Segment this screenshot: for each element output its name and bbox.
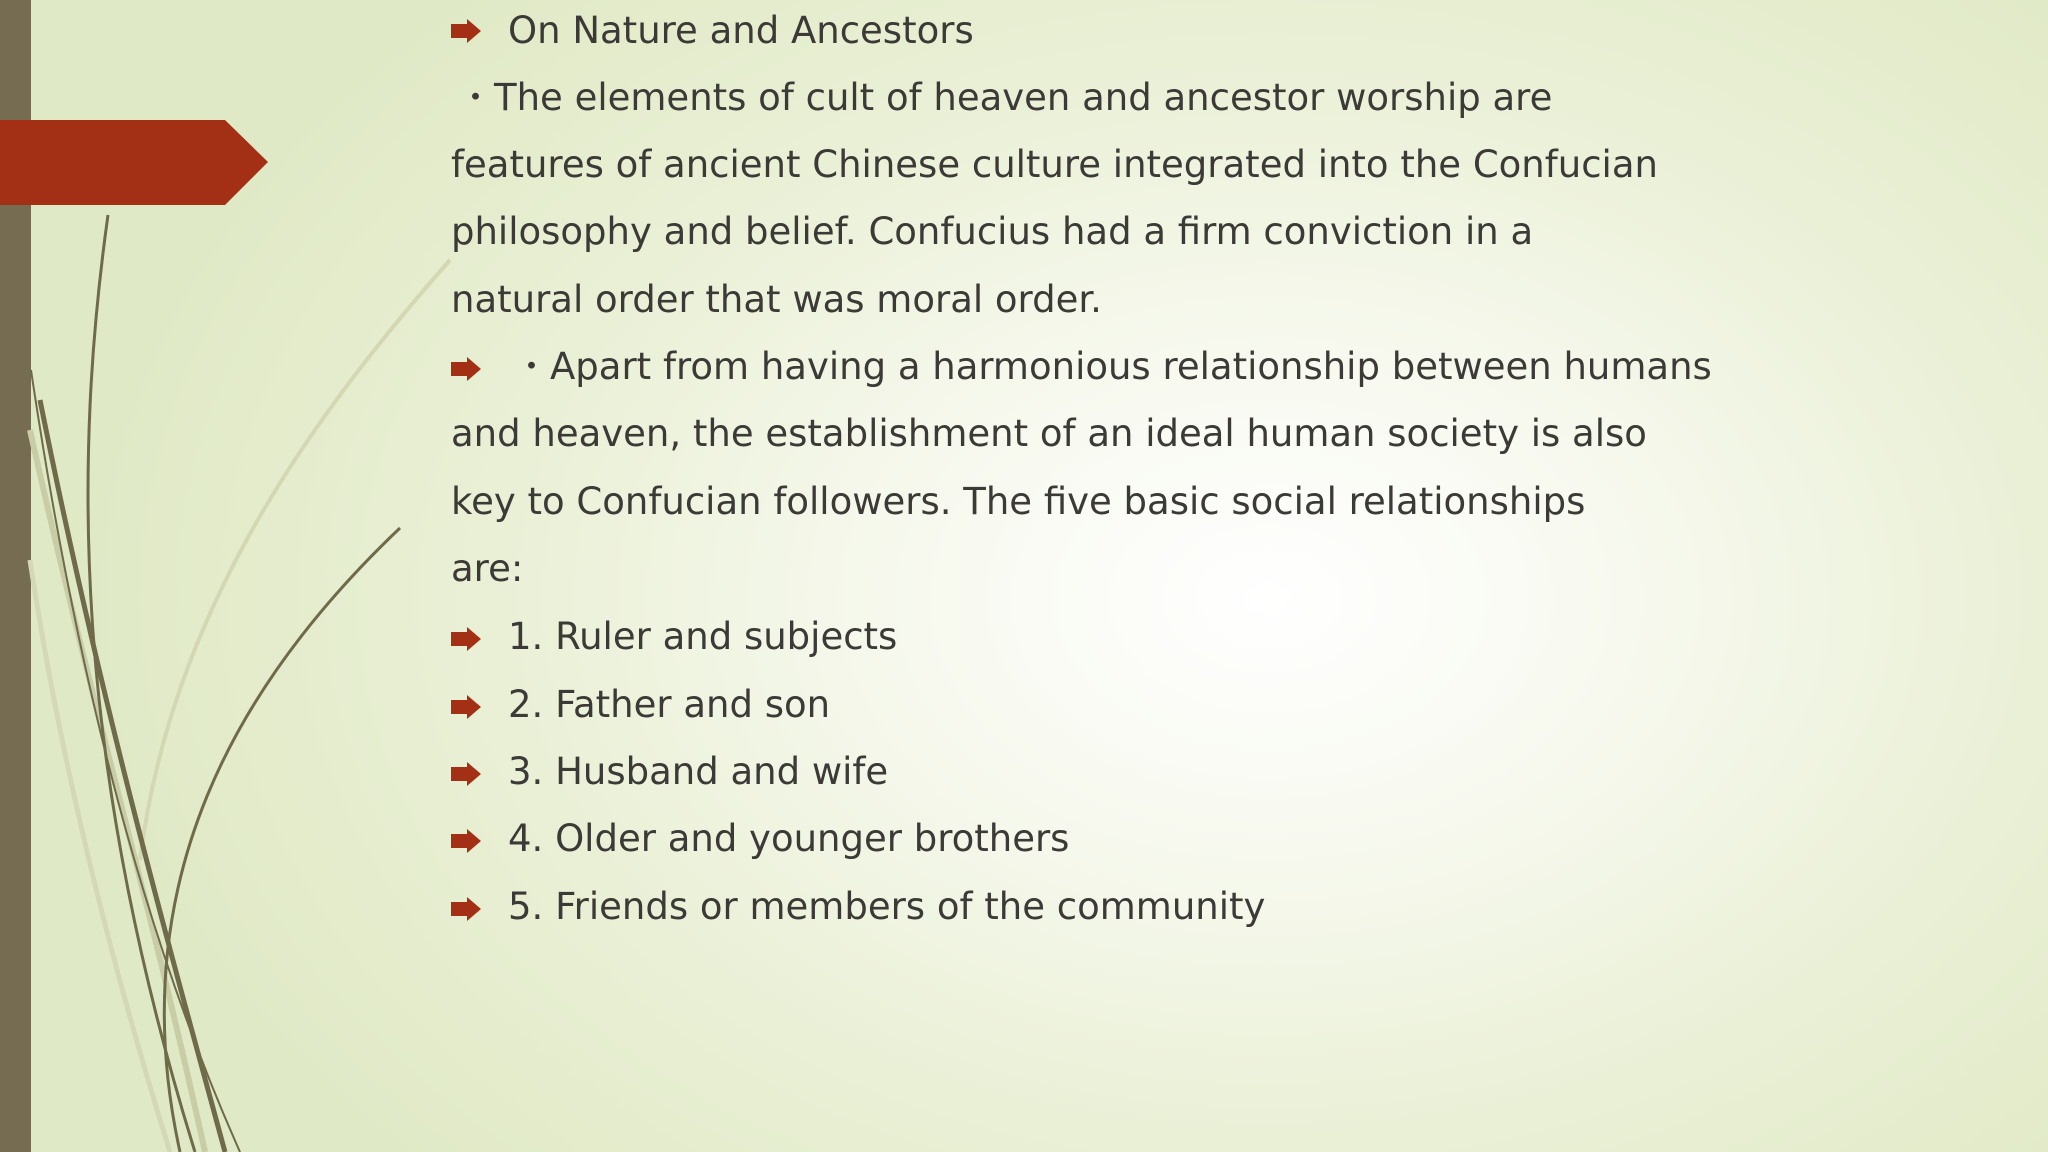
- list-item: 2. Father and son: [508, 683, 831, 726]
- list-item: 5. Friends or members of the community: [508, 885, 1266, 928]
- list-item: 1. Ruler and subjects: [508, 615, 898, 658]
- arrow-bullet-icon: [451, 695, 481, 719]
- paragraph-1-line-4: natural order that was moral order.: [451, 278, 1102, 321]
- paragraph-2-line-4: are:: [451, 547, 524, 590]
- arrow-bullet-icon: [451, 357, 481, 381]
- paragraph-1-line-3: philosophy and belief. Confucius had a firm conviction in a: [451, 210, 1534, 253]
- paragraph-1-line-1: ・The elements of cult of heaven and ancestor worship are: [457, 76, 1553, 119]
- chevron-flag-icon: [0, 120, 268, 205]
- paragraph-2-line-3: key to Confucian followers. The five basic social relationships: [451, 480, 1586, 523]
- arrow-bullet-icon: [451, 19, 481, 43]
- paragraph-2-line-2: and heaven, the establishment of an ideal human society is also: [451, 412, 1647, 455]
- arrow-bullet-icon: [451, 897, 481, 921]
- paragraph-2-line-1: ・Apart from having a harmonious relationship between humans: [513, 345, 1712, 388]
- list-item: 3. Husband and wife: [508, 750, 889, 793]
- arrow-bullet-icon: [451, 829, 481, 853]
- list-item: 4. Older and younger brothers: [508, 817, 1070, 860]
- paragraph-1-line-2: features of ancient Chinese culture integrated into the Confucian: [451, 143, 1658, 186]
- arrow-bullet-icon: [451, 627, 481, 651]
- arrow-bullet-icon: [451, 762, 481, 786]
- section-heading: On Nature and Ancestors: [508, 9, 974, 52]
